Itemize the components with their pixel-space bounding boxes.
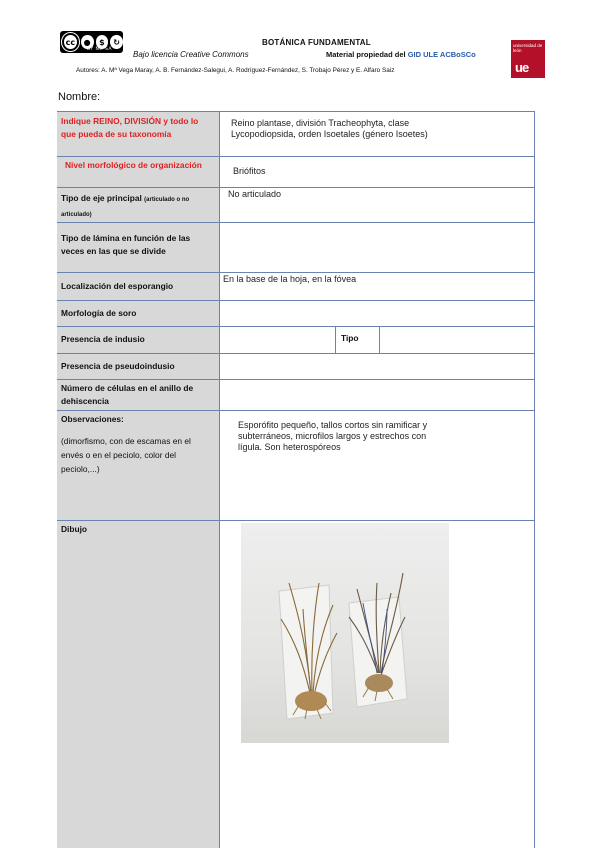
eje-label-hint: (articulado o no articulado) [61,197,190,218]
cc-icon: cc [62,33,79,51]
material-group: GID ULE ACBoSCo [407,50,476,59]
esporangio-label: Localización del esporangio [57,273,220,300]
anillo-value[interactable] [221,386,535,402]
pseudoindusio-value[interactable] [221,358,535,374]
soro-label: Morfología de soro [57,301,220,326]
document-title: BOTÁNICA FUNDAMENTAL [262,38,371,47]
nivel-label: Nivel morfológico de organización [57,157,220,187]
isoetes-specimen-illustration [241,523,449,743]
specimen-photo [241,523,449,743]
authors-line: Autores: A. Mª Vega Maray, A. B. Fernández-Salegui, A. Rodríguez-Fernández, S. Trobajo Pérez y E. Alfaro Saiz [76,67,395,74]
pseudoindusio-label: Presencia de pseudoindusio [57,354,220,379]
observaciones-value-line: Esporófito pequeño, tallos cortos sin ramificar y [238,420,428,430]
nc-icon: $ [96,35,109,49]
eje-value[interactable]: No articulado [228,189,282,199]
university-logo-mark: ue [515,60,529,75]
indusio-value[interactable] [221,332,331,348]
reino-value[interactable] [221,118,535,140]
indusio-label: Presencia de indusio [57,327,220,353]
observaciones-value[interactable] [221,420,535,453]
university-logo [511,40,545,78]
university-logo-text: universidad de león [513,43,543,53]
observaciones-value-line: subterráneos, microfilos largos y estrechos con [238,431,427,441]
observaciones-value-line: lígula. Son heterospóreos [238,442,341,452]
anillo-label: Número de células en el anillo de dehiscencia [57,380,220,410]
reino-value-line: Lycopodiopsida, orden Isoetales (género Isoetes) [231,129,428,139]
observaciones-hint: (dimorfismo, con de escamas en el envés o en el peciolo, color del peciolo,...) [61,436,191,474]
reino-label: Indique REINO, DIVISIÓN y todo lo que pueda de su taxonomía [57,112,220,156]
lamina-label: Tipo de lámina en función de las veces en las que se divide [57,223,220,272]
right-specimen-corm [365,674,393,692]
material-owner [326,50,476,59]
observaciones-label-main: Observaciones: [61,414,124,424]
soro-value[interactable] [221,306,535,322]
by-icon: ● [81,35,94,49]
nombre-label: Nombre: [58,91,101,103]
material-prefix: Material propiedad del [326,50,406,59]
left-specimen-corm [295,691,327,711]
sa-icon: ↻ [110,35,123,49]
reino-value-line: Reino plantase, división Tracheophyta, clase [231,118,410,128]
cc-badge-text: BY NC SA [87,47,112,52]
dibujo-label: Dibujo [57,521,220,848]
esporangio-value[interactable]: En la base de la hoja, en la fóvea [223,274,357,284]
eje-label [57,188,220,222]
eje-label-main: Tipo de eje principal [61,193,142,203]
lamina-value[interactable] [221,231,535,261]
nivel-value[interactable]: Briófitos [233,166,266,176]
observaciones-label [57,411,220,520]
licence-text: Bajo licencia Creative Commons [133,50,249,59]
tipo-label: Tipo [335,327,380,353]
